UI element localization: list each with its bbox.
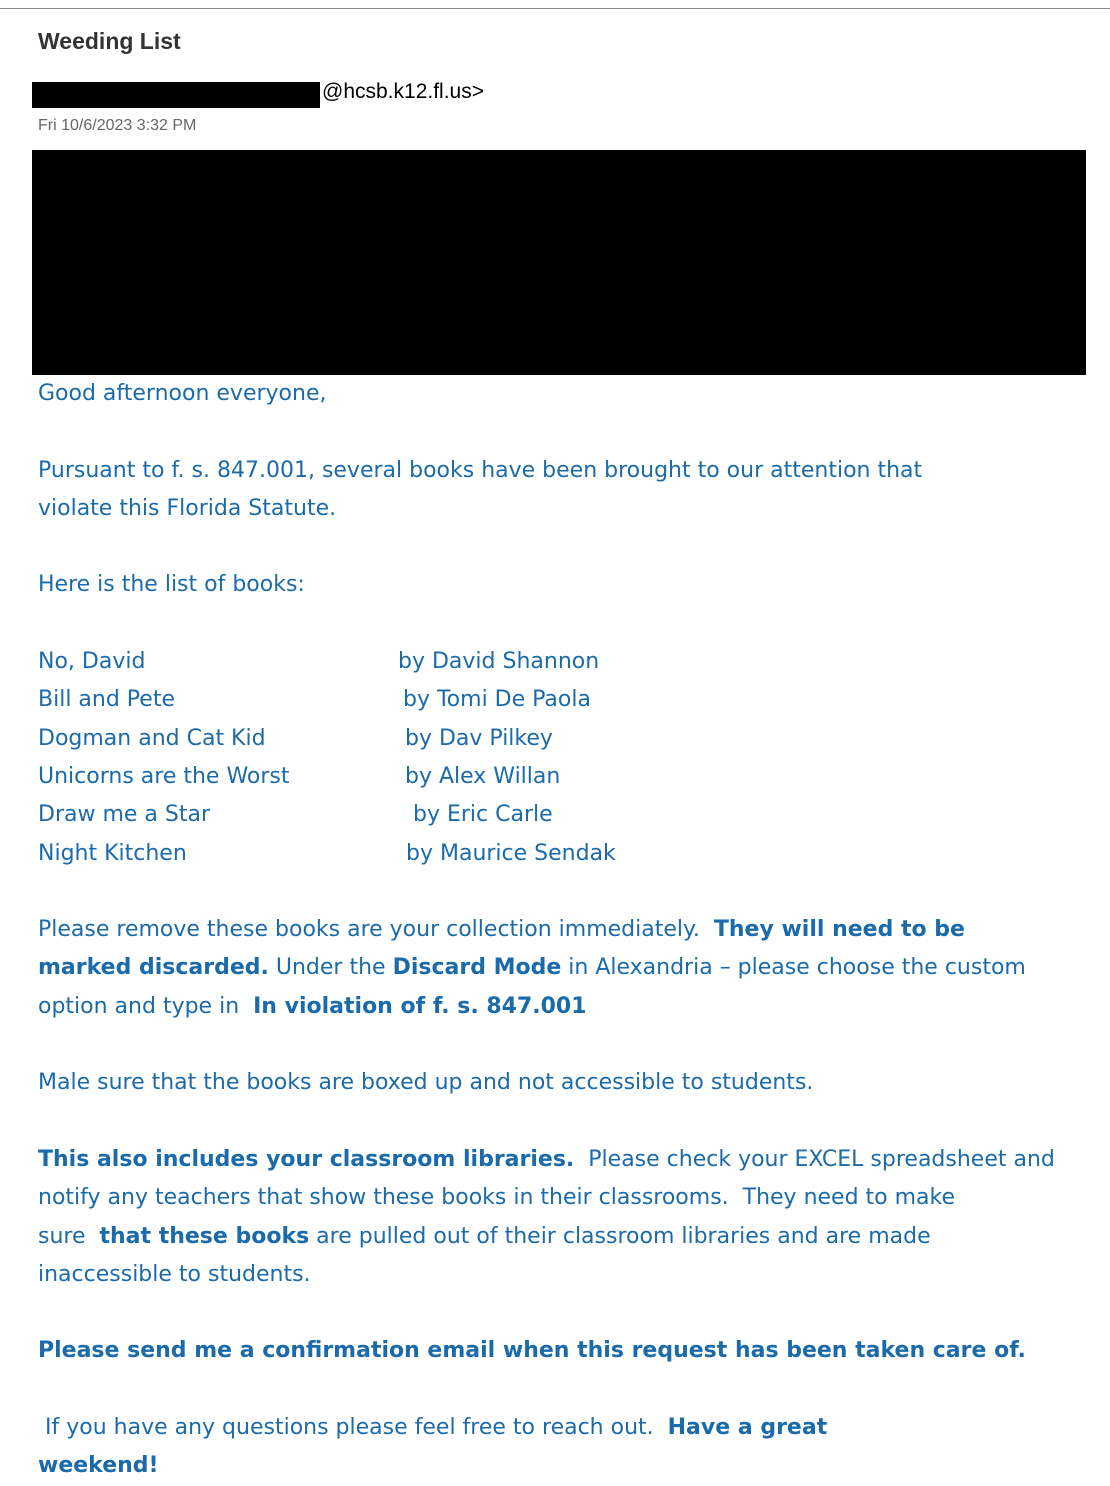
book-row bbox=[38, 758, 1078, 796]
confirmation-request: Please send me a confirmation email when this request has been taken care of. bbox=[38, 1338, 1026, 1364]
classroom-line-3 bbox=[38, 1218, 1078, 1256]
statute-line-2: violate this Florida Statute. bbox=[38, 495, 337, 521]
book-author: by Dav Pilkey bbox=[405, 725, 553, 751]
sender-address: @hcsb.k12.fl.us> bbox=[322, 80, 484, 103]
classroom-line-1 bbox=[38, 1141, 1078, 1179]
remove-text: Please remove these books are your collection immediately. bbox=[38, 917, 714, 943]
closing-line-2: weekend! bbox=[38, 1453, 159, 1479]
classroom-line-4: inaccessible to students. bbox=[38, 1261, 311, 1287]
discard-emphasis: marked discarded. bbox=[38, 955, 269, 981]
book-row bbox=[38, 835, 1078, 873]
book-row bbox=[38, 681, 1078, 719]
email-subject: Weeding List bbox=[38, 28, 181, 54]
book-title: No, David bbox=[38, 649, 146, 675]
book-author: by Tomi De Paola bbox=[403, 687, 591, 713]
books-emphasis: that these books bbox=[99, 1223, 310, 1249]
book-row bbox=[38, 720, 1078, 758]
book-title: Night Kitchen bbox=[38, 840, 187, 866]
book-author: by Eric Carle bbox=[413, 802, 553, 828]
statute-line-1: Pursuant to f. s. 847.001, several books have been brought to our attention that bbox=[38, 457, 923, 483]
option-text: option and type in bbox=[38, 993, 254, 1019]
alexandria-text: in Alexandria – please choose the custom bbox=[561, 955, 1026, 981]
classroom-line-2: notify any teachers that show these books in their classrooms. They need to make bbox=[38, 1185, 956, 1211]
greeting: Good afternoon everyone, bbox=[38, 381, 327, 406]
book-author: by Maurice Sendak bbox=[406, 840, 616, 866]
book-title: Draw me a Star bbox=[38, 802, 211, 828]
sure-text: sure bbox=[38, 1223, 100, 1249]
have-great-emphasis: Have a great bbox=[667, 1415, 828, 1441]
classroom-emphasis: This also includes your classroom libraries. bbox=[38, 1146, 575, 1172]
book-title: Unicorns are the Worst bbox=[38, 763, 290, 789]
book-author: by Alex Willan bbox=[405, 763, 561, 789]
book-author: by David Shannon bbox=[398, 649, 600, 675]
remove-instructions-line-1 bbox=[38, 911, 1078, 949]
excel-text: Please check your EXCEL spreadsheet and bbox=[574, 1146, 1055, 1172]
boxed-up-notice: Male sure that the books are boxed up and not accessible to students. bbox=[38, 1070, 814, 1096]
remove-instructions-line-2 bbox=[38, 949, 1078, 987]
remove-emphasis: They will need to be bbox=[713, 917, 965, 943]
book-title: Dogman and Cat Kid bbox=[38, 725, 266, 751]
questions-text: If you have any questions please feel free to reach out. bbox=[45, 1415, 668, 1441]
closing-line-1 bbox=[38, 1409, 1078, 1447]
top-divider bbox=[0, 0, 1110, 9]
violation-phrase: In violation of f. s. 847.001 bbox=[253, 993, 587, 1019]
discard-text: Under the bbox=[268, 955, 393, 981]
recipients-redaction bbox=[32, 150, 1086, 375]
sender-redaction bbox=[32, 82, 320, 108]
book-row bbox=[38, 643, 1078, 681]
email-body bbox=[38, 375, 1078, 1486]
book-row bbox=[38, 796, 1078, 834]
list-intro: Here is the list of books: bbox=[38, 572, 305, 598]
remove-instructions-line-3 bbox=[38, 988, 1078, 1026]
pulled-out-text: are pulled out of their classroom libraries and are made bbox=[309, 1223, 931, 1249]
book-title: Bill and Pete bbox=[38, 687, 175, 713]
discard-mode-label: Discard Mode bbox=[392, 955, 562, 981]
sent-timestamp: Fri 10/6/2023 3:32 PM bbox=[38, 117, 197, 134]
